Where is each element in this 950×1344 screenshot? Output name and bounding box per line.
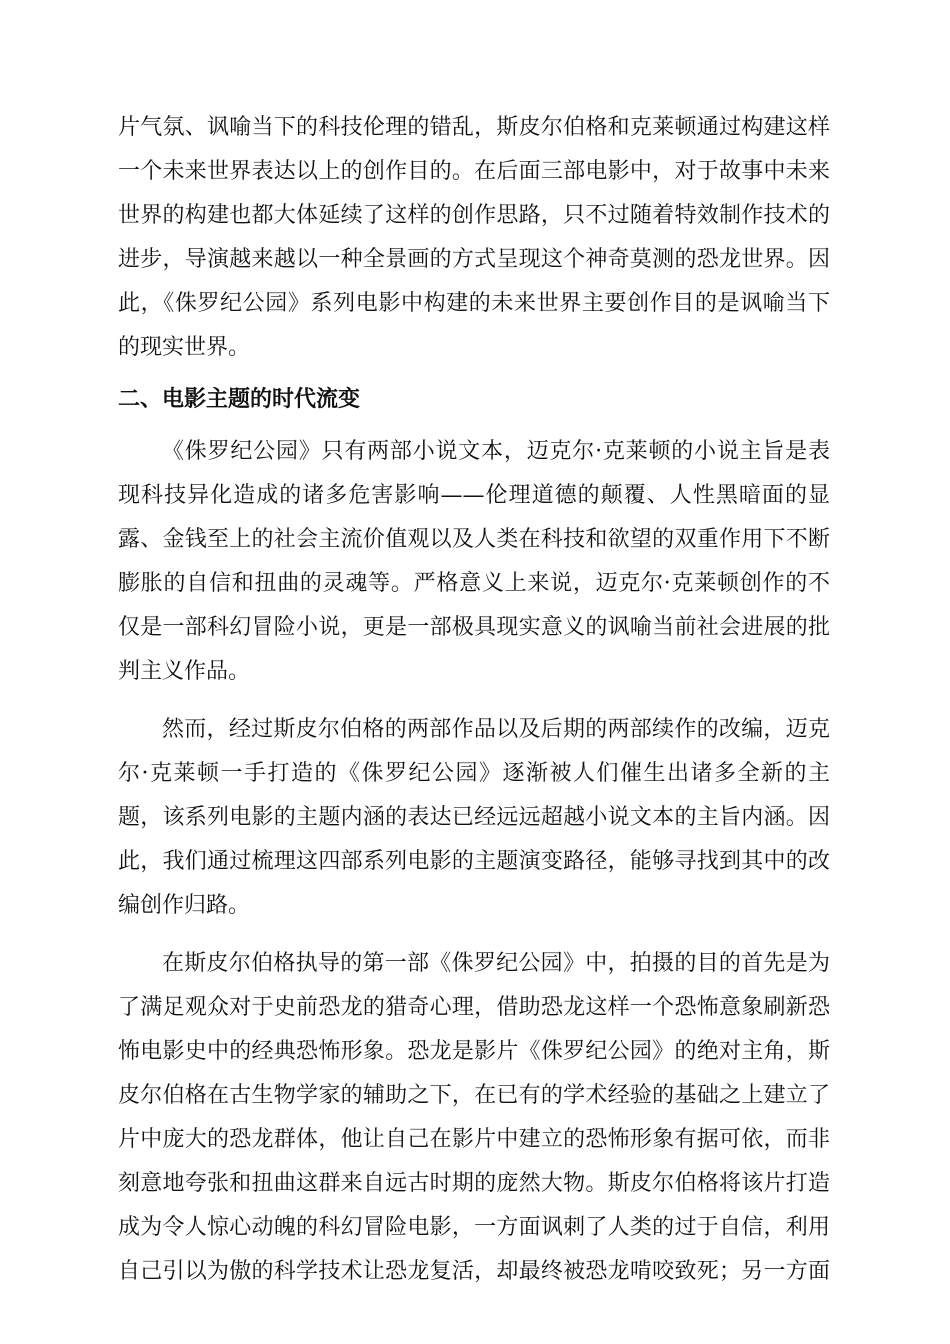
paragraph-line: 编创作归路。	[118, 893, 251, 918]
paragraph-line: 尔·克莱顿一手打造的《侏罗纪公园》逐渐被人们催生出诸多全新的主	[118, 761, 830, 786]
paragraph-line: 一个未来世界表达以上的创作目的。在后面三部电影中，对于故事中未来	[118, 159, 830, 184]
paragraph-line: 的现实世界。	[118, 335, 251, 360]
section-heading: 二、电影主题的时代流变	[118, 387, 361, 412]
paragraph-line: 皮尔伯格在古生物学家的辅助之下，在已有的学术经验的基础之上建立了	[118, 1083, 830, 1108]
paragraph-line: 现科技异化造成的诸多危害影响——伦理道德的颠覆、人性黑暗面的显	[118, 483, 830, 508]
paragraph-line: 进步，导演越来越以一种全景画的方式呈现这个神奇莫测的恐龙世界。因	[118, 247, 830, 272]
paragraph-line: 膨胀的自信和扭曲的灵魂等。严格意义上来说，迈克尔·克莱顿创作的不	[118, 571, 830, 596]
paragraph-line: 在斯皮尔伯格执导的第一部《侏罗纪公园》中，拍摄的目的首先是为	[162, 951, 830, 976]
paragraph-line: 此，《侏罗纪公园》系列电影中构建的未来世界主要创作目的是讽喻当下	[118, 291, 830, 316]
paragraph-line: 刻意地夸张和扭曲这群来自远古时期的庞然大物。斯皮尔伯格将该片打造	[118, 1171, 830, 1196]
paragraph-line: 了满足观众对于史前恐龙的猎奇心理，借助恐龙这样一个恐怖意象刷新恐	[118, 995, 830, 1020]
paragraph-line: 判主义作品。	[118, 659, 251, 684]
paragraph-line: 片中庞大的恐龙群体，他让自己在影片中建立的恐怖形象有据可依，而非	[118, 1127, 830, 1152]
paragraph-line: 《侏罗纪公园》只有两部小说文本，迈克尔·克莱顿的小说主旨是表	[162, 439, 830, 464]
paragraph-line: 自己引以为傲的科学技术让恐龙复活，却最终被恐龙啃咬致死；另一方面	[118, 1259, 830, 1284]
paragraph-line: 此，我们通过梳理这四部系列电影的主题演变路径，能够寻找到其中的改	[118, 849, 830, 874]
paragraph-line: 世界的构建也都大体延续了这样的创作思路，只不过随着特效制作技术的	[118, 203, 830, 228]
paragraph-line: 然而，经过斯皮尔伯格的两部作品以及后期的两部续作的改编，迈克	[162, 717, 830, 742]
paragraph-line: 题，该系列电影的主题内涵的表达已经远远超越小说文本的主旨内涵。因	[118, 805, 830, 830]
paragraph-line: 片气氛、讽喻当下的科技伦理的错乱，斯皮尔伯格和克莱顿通过构建这样	[118, 115, 830, 140]
paragraph-line: 怖电影史中的经典恐怖形象。恐龙是影片《侏罗纪公园》的绝对主角，斯	[118, 1039, 830, 1064]
paragraph-line: 露、金钱至上的社会主流价值观以及人类在科技和欲望的双重作用下不断	[118, 527, 830, 552]
paragraph-line: 仅是一部科幻冒险小说，更是一部极具现实意义的讽喻当前社会进展的批	[118, 615, 830, 640]
paragraph-line: 成为令人惊心动魄的科幻冒险电影，一方面讽刺了人类的过于自信，利用	[118, 1215, 830, 1240]
